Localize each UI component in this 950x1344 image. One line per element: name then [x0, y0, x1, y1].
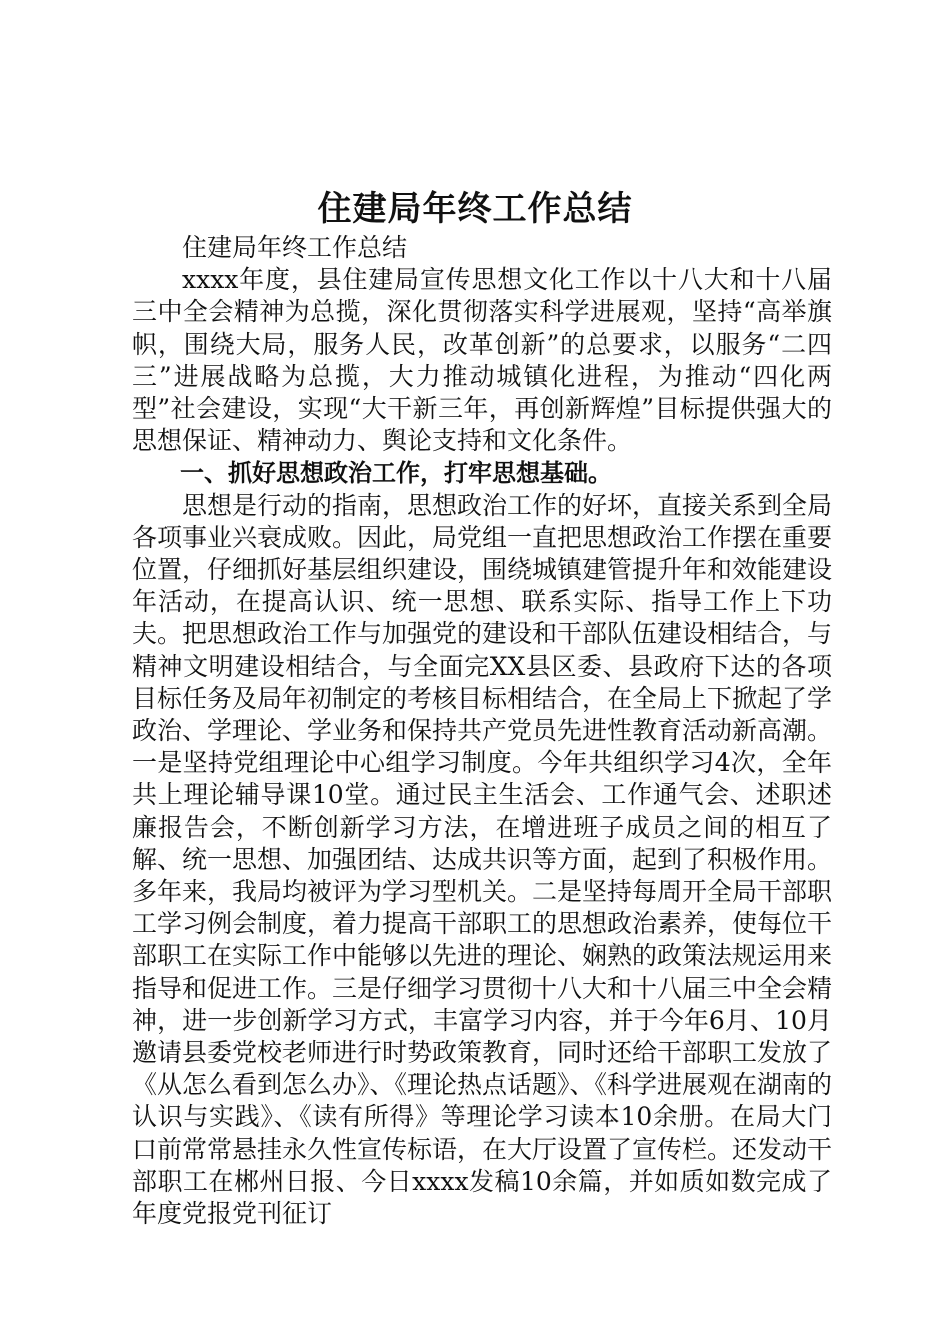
- section-body-paragraph: 思想是行动的指南，思想政治工作的好坏，直接关系到全局各项事业兴衰成败。因此，局党组一直把思想政治工作摆在重要位置，仔细抓好基层组织建设，围绕城镇建管提升年和效能建设年活动，在提高认识、统一思想、联系实际、指导工作上下功夫。把思想政治工作与加强党的建设和干部队伍建设相结合，与精神文明建设相结合，与全面完XX县区委、县政府下达的各项目标任务及局年初制定的考核目标相结合，在全局上下掀起了学政治、学理论、学业务和保持共产党员先进性教育活动新高潮。一是坚持党组理论中心组学习制度。今年共组织学习4次，全年共上理论辅导课10堂。通过民主生活会、工作通气会、述职述廉报告会，不断创新学习方法，在增进班子成员之间的相互了解、统一思想、加强团结、达成共识等方面，起到了积极作用。多年来，我局均被评为学习型机关。二是坚持每周开全局干部职工学习例会制度，着力提高干部职工的思想政治素养，使每位干部职工在实际工作中能够以先进的理论、娴熟的政策法规运用来指导和促进工作。三是仔细学习贯彻十八大和十八届三中全会精神，进一步创新学习方式，丰富学习内容，并于今年6月、10月邀请县委党校老师进行时势政策教育，同时还给干部职工发放了《从怎么看到怎么办》、《理论热点话题》、《科学进展观在湖南的认识与实践》、《读有所得》等理论学习读本10余册。在局大门口前常常悬挂永久性宣传标语，在大厅设置了宣传栏。还发动干部职工在郴州日报、今日xxxx发稿10余篇，并如质如数完成了年度党报党刊征订: [132, 490, 833, 1229]
- document-title: 住建局年终工作总结: [317, 189, 633, 229]
- intro-paragraph: xxxx年度，县住建局宣传思想文化工作以十八大和十八届三中全会精神为总揽，深化贯彻落实科学进展观，坚持“高举旗帜，围绕大局，服务人民，改革创新”的总要求，以服务“二四三”进展战略为总揽，大力推动城镇化进程，为推动“四化两型”社会建设，实现“大干新三年，再创新辉煌”目标提供强大的思想保证、精神动力、舆论支持和文化条件。: [132, 265, 832, 456]
- document-body: [132, 232, 832, 1230]
- section-heading: 一、抓好思想政治工作，打牢思想基础。: [180, 459, 612, 488]
- subtitle-paragraph: 住建局年终工作总结: [182, 233, 408, 262]
